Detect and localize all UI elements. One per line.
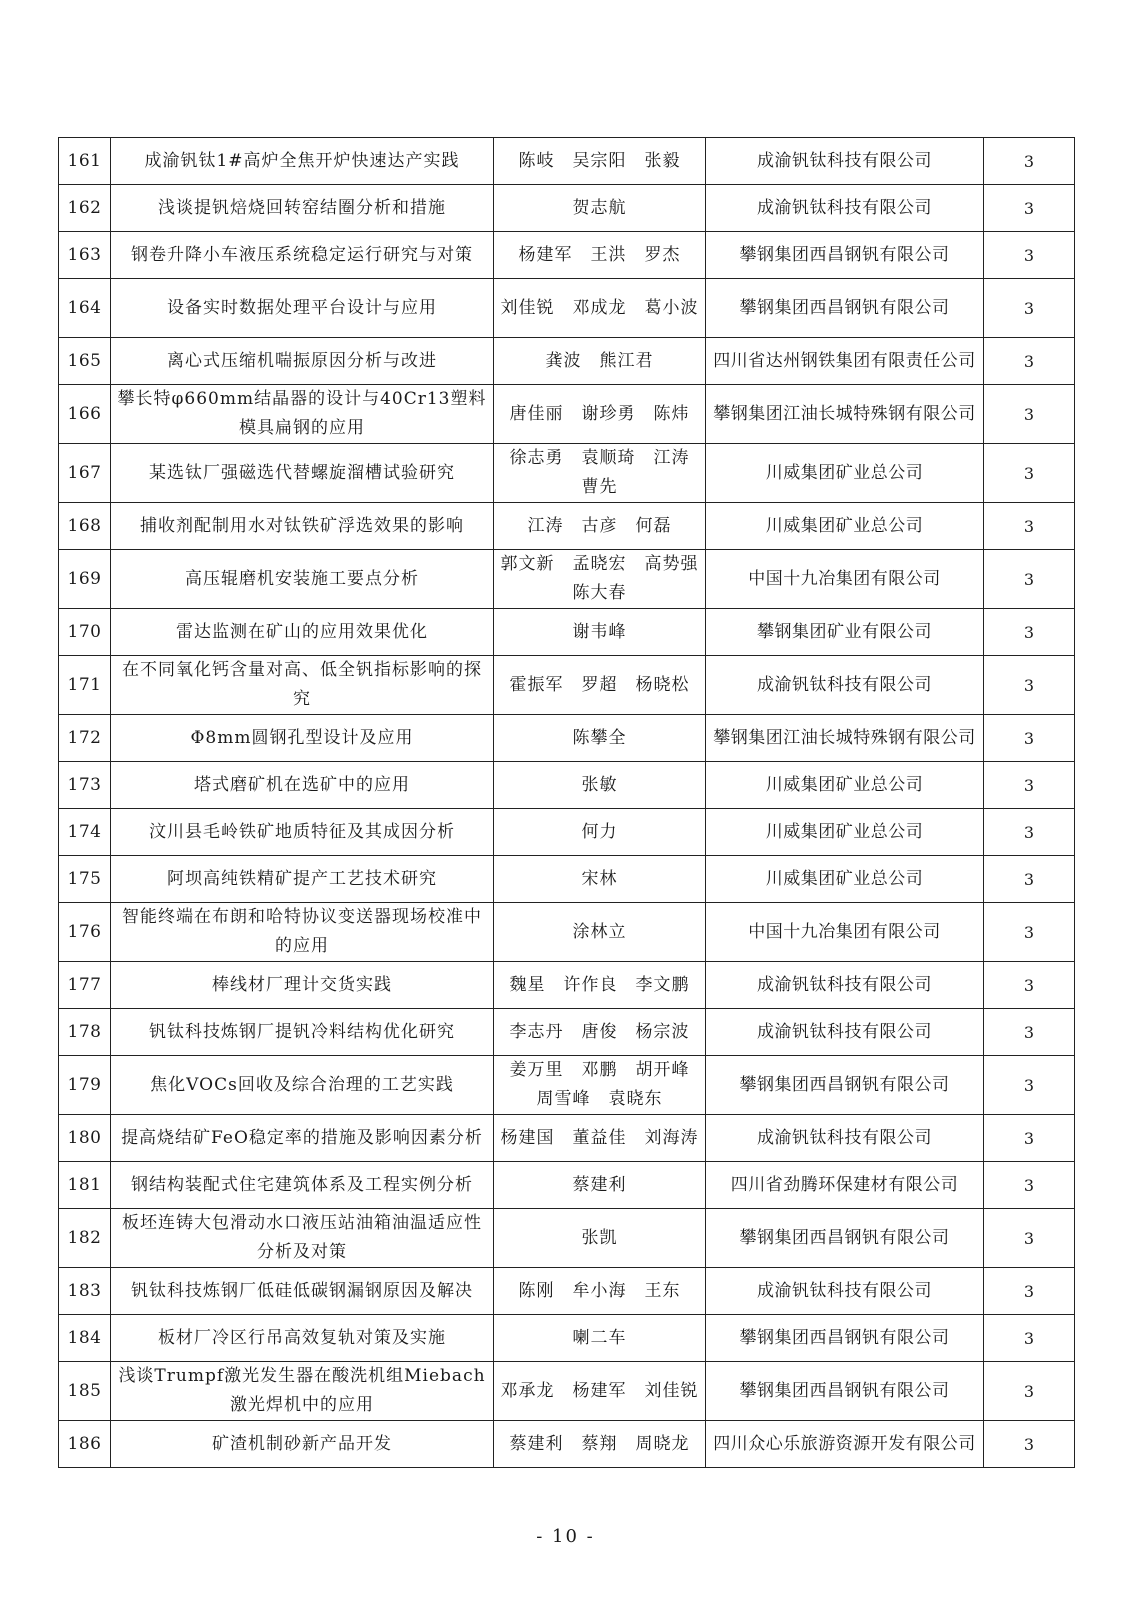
- paper-title-cell: 钢结构装配式住宅建筑体系及工程实例分析: [111, 1162, 494, 1209]
- table-row: [59, 1009, 1075, 1056]
- organization-cell: 攀钢集团江油长城特殊钢有限公司: [706, 715, 984, 762]
- paper-title-cell: 阿坝高纯铁精矿提产工艺技术研究: [111, 856, 494, 903]
- paper-title-cell: 焦化VOCs回收及综合治理的工艺实践: [111, 1056, 494, 1115]
- authors-cell: 喇二车: [494, 1315, 706, 1362]
- organization-cell: 攀钢集团西昌钢钒有限公司: [706, 1209, 984, 1268]
- paper-title-cell: 智能终端在布朗和哈特协议变送器现场校准中的应用: [111, 903, 494, 962]
- table-row: [59, 903, 1075, 962]
- table-row: [59, 185, 1075, 232]
- organization-cell: 成渝钒钛科技有限公司: [706, 1009, 984, 1056]
- score-cell: 3: [984, 503, 1075, 550]
- organization-cell: 成渝钒钛科技有限公司: [706, 962, 984, 1009]
- row-number-cell: 164: [59, 279, 111, 338]
- row-number-cell: 175: [59, 856, 111, 903]
- organization-cell: 攀钢集团西昌钢钒有限公司: [706, 1315, 984, 1362]
- authors-cell: 蔡建利: [494, 1162, 706, 1209]
- organization-cell: 川威集团矿业总公司: [706, 809, 984, 856]
- row-number-cell: 174: [59, 809, 111, 856]
- table-row: [59, 856, 1075, 903]
- paper-title-cell: 塔式磨矿机在选矿中的应用: [111, 762, 494, 809]
- authors-cell: 杨建军 王洪 罗杰: [494, 232, 706, 279]
- authors-cell: 徐志勇 袁顺琦 江涛 曹先: [494, 444, 706, 503]
- score-cell: 3: [984, 385, 1075, 444]
- row-number-cell: 163: [59, 232, 111, 279]
- authors-cell: 郭文新 孟晓宏 高势强 陈大春: [494, 550, 706, 609]
- row-number-cell: 165: [59, 338, 111, 385]
- row-number-cell: 177: [59, 962, 111, 1009]
- score-cell: 3: [984, 1362, 1075, 1421]
- score-cell: 3: [984, 279, 1075, 338]
- row-number-cell: 179: [59, 1056, 111, 1115]
- organization-cell: 川威集团矿业总公司: [706, 444, 984, 503]
- table-row: [59, 1315, 1075, 1362]
- row-number-cell: 168: [59, 503, 111, 550]
- row-number-cell: 173: [59, 762, 111, 809]
- score-cell: 3: [984, 185, 1075, 232]
- authors-cell: 杨建国 董益佳 刘海涛: [494, 1115, 706, 1162]
- organization-cell: 四川众心乐旅游资源开发有限公司: [706, 1421, 984, 1468]
- authors-cell: 邓承龙 杨建军 刘佳锐: [494, 1362, 706, 1421]
- row-number-cell: 172: [59, 715, 111, 762]
- row-number-cell: 184: [59, 1315, 111, 1362]
- table-row: [59, 232, 1075, 279]
- authors-cell: 唐佳丽 谢珍勇 陈炜: [494, 385, 706, 444]
- score-cell: 3: [984, 1009, 1075, 1056]
- organization-cell: 成渝钒钛科技有限公司: [706, 656, 984, 715]
- organization-cell: 攀钢集团江油长城特殊钢有限公司: [706, 385, 984, 444]
- score-cell: 3: [984, 656, 1075, 715]
- paper-title-cell: 攀长特φ660mm结晶器的设计与40Cr13塑料模具扁钢的应用: [111, 385, 494, 444]
- row-number-cell: 180: [59, 1115, 111, 1162]
- authors-cell: 宋林: [494, 856, 706, 903]
- authors-cell: 贺志航: [494, 185, 706, 232]
- authors-cell: 张敏: [494, 762, 706, 809]
- score-cell: 3: [984, 1209, 1075, 1268]
- score-cell: 3: [984, 138, 1075, 185]
- organization-cell: 成渝钒钛科技有限公司: [706, 185, 984, 232]
- table-row: [59, 1209, 1075, 1268]
- table-row: [59, 385, 1075, 444]
- organization-cell: 中国十九冶集团有限公司: [706, 903, 984, 962]
- score-cell: 3: [984, 1056, 1075, 1115]
- score-cell: 3: [984, 715, 1075, 762]
- organization-cell: 攀钢集团西昌钢钒有限公司: [706, 232, 984, 279]
- authors-cell: 何力: [494, 809, 706, 856]
- row-number-cell: 171: [59, 656, 111, 715]
- row-number-cell: 178: [59, 1009, 111, 1056]
- authors-cell: 陈攀全: [494, 715, 706, 762]
- organization-cell: 成渝钒钛科技有限公司: [706, 1268, 984, 1315]
- row-number-cell: 162: [59, 185, 111, 232]
- paper-title-cell: Φ8mm圆钢孔型设计及应用: [111, 715, 494, 762]
- authors-cell: 陈刚 牟小海 王东: [494, 1268, 706, 1315]
- score-cell: 3: [984, 444, 1075, 503]
- organization-cell: 川威集团矿业总公司: [706, 856, 984, 903]
- organization-cell: 四川省劲腾环保建材有限公司: [706, 1162, 984, 1209]
- table-row: [59, 809, 1075, 856]
- paper-title-cell: 成渝钒钛1#高炉全焦开炉快速达产实践: [111, 138, 494, 185]
- authors-cell: 谢韦峰: [494, 609, 706, 656]
- table-row: [59, 444, 1075, 503]
- authors-cell: 刘佳锐 邓成龙 葛小波: [494, 279, 706, 338]
- paper-title-cell: 高压辊磨机安装施工要点分析: [111, 550, 494, 609]
- organization-cell: 攀钢集团矿业有限公司: [706, 609, 984, 656]
- organization-cell: 成渝钒钛科技有限公司: [706, 1115, 984, 1162]
- table-row: [59, 279, 1075, 338]
- score-cell: 3: [984, 1268, 1075, 1315]
- table-row: [59, 656, 1075, 715]
- table-row: [59, 503, 1075, 550]
- row-number-cell: 183: [59, 1268, 111, 1315]
- table-row: [59, 338, 1075, 385]
- row-number-cell: 176: [59, 903, 111, 962]
- row-number-cell: 186: [59, 1421, 111, 1468]
- organization-cell: 川威集团矿业总公司: [706, 503, 984, 550]
- paper-title-cell: 雷达监测在矿山的应用效果优化: [111, 609, 494, 656]
- authors-cell: 姜万里 邓鹏 胡开峰 周雪峰 袁晓东: [494, 1056, 706, 1115]
- score-cell: 3: [984, 809, 1075, 856]
- paper-title-cell: 浅谈提钒焙烧回转窑结圈分析和措施: [111, 185, 494, 232]
- authors-cell: 江涛 古彦 何磊: [494, 503, 706, 550]
- table-row: [59, 1268, 1075, 1315]
- organization-cell: 攀钢集团西昌钢钒有限公司: [706, 1056, 984, 1115]
- authors-cell: 陈岐 吴宗阳 张毅: [494, 138, 706, 185]
- paper-title-cell: 汶川县毛岭铁矿地质特征及其成因分析: [111, 809, 494, 856]
- table-row: [59, 550, 1075, 609]
- authors-cell: 张凯: [494, 1209, 706, 1268]
- authors-cell: 霍振军 罗超 杨晓松: [494, 656, 706, 715]
- score-cell: 3: [984, 903, 1075, 962]
- row-number-cell: 161: [59, 138, 111, 185]
- score-cell: 3: [984, 762, 1075, 809]
- score-cell: 3: [984, 856, 1075, 903]
- table-row: [59, 609, 1075, 656]
- table-row: [59, 962, 1075, 1009]
- row-number-cell: 181: [59, 1162, 111, 1209]
- score-cell: 3: [984, 338, 1075, 385]
- row-number-cell: 185: [59, 1362, 111, 1421]
- awards-table: [58, 137, 1075, 1468]
- score-cell: 3: [984, 1115, 1075, 1162]
- row-number-cell: 182: [59, 1209, 111, 1268]
- score-cell: 3: [984, 1315, 1075, 1362]
- paper-title-cell: 捕收剂配制用水对钛铁矿浮选效果的影响: [111, 503, 494, 550]
- awards-table-body: [59, 138, 1075, 1468]
- paper-title-cell: 离心式压缩机喘振原因分析与改进: [111, 338, 494, 385]
- score-cell: 3: [984, 1421, 1075, 1468]
- table-row: [59, 1362, 1075, 1421]
- paper-title-cell: 矿渣机制砂新产品开发: [111, 1421, 494, 1468]
- authors-cell: 李志丹 唐俊 杨宗波: [494, 1009, 706, 1056]
- page-number: - 10 -: [536, 1526, 595, 1547]
- paper-title-cell: 设备实时数据处理平台设计与应用: [111, 279, 494, 338]
- paper-title-cell: 钒钛科技炼钢厂低硅低碳钢漏钢原因及解决: [111, 1268, 494, 1315]
- authors-cell: 涂林立: [494, 903, 706, 962]
- row-number-cell: 166: [59, 385, 111, 444]
- paper-title-cell: 某选钛厂强磁选代替螺旋溜槽试验研究: [111, 444, 494, 503]
- paper-title-cell: 钢卷升降小车液压系统稳定运行研究与对策: [111, 232, 494, 279]
- score-cell: 3: [984, 1162, 1075, 1209]
- table-row: [59, 762, 1075, 809]
- row-number-cell: 167: [59, 444, 111, 503]
- authors-cell: 蔡建利 蔡翔 周晓龙: [494, 1421, 706, 1468]
- paper-title-cell: 钒钛科技炼钢厂提钒冷料结构优化研究: [111, 1009, 494, 1056]
- table-row: [59, 1421, 1075, 1468]
- row-number-cell: 169: [59, 550, 111, 609]
- authors-cell: 魏星 许作良 李文鹏: [494, 962, 706, 1009]
- authors-cell: 龚波 熊江君: [494, 338, 706, 385]
- organization-cell: 攀钢集团西昌钢钒有限公司: [706, 1362, 984, 1421]
- paper-title-cell: 提高烧结矿FeO稳定率的措施及影响因素分析: [111, 1115, 494, 1162]
- table-row: [59, 1115, 1075, 1162]
- organization-cell: 攀钢集团西昌钢钒有限公司: [706, 279, 984, 338]
- score-cell: 3: [984, 232, 1075, 279]
- paper-title-cell: 在不同氧化钙含量对高、低全钒指标影响的探究: [111, 656, 494, 715]
- table-row: [59, 1056, 1075, 1115]
- paper-title-cell: 棒线材厂理计交货实践: [111, 962, 494, 1009]
- table-row: [59, 715, 1075, 762]
- organization-cell: 中国十九冶集团有限公司: [706, 550, 984, 609]
- score-cell: 3: [984, 609, 1075, 656]
- paper-title-cell: 板坯连铸大包滑动水口液压站油箱油温适应性分析及对策: [111, 1209, 494, 1268]
- row-number-cell: 170: [59, 609, 111, 656]
- organization-cell: 四川省达州钢铁集团有限责任公司: [706, 338, 984, 385]
- paper-title-cell: 浅谈Trumpf激光发生器在酸洗机组Miebach激光焊机中的应用: [111, 1362, 494, 1421]
- table-row: [59, 1162, 1075, 1209]
- score-cell: 3: [984, 550, 1075, 609]
- organization-cell: 川威集团矿业总公司: [706, 762, 984, 809]
- organization-cell: 成渝钒钛科技有限公司: [706, 138, 984, 185]
- score-cell: 3: [984, 962, 1075, 1009]
- paper-title-cell: 板材厂冷区行吊高效复轨对策及实施: [111, 1315, 494, 1362]
- table-row: [59, 138, 1075, 185]
